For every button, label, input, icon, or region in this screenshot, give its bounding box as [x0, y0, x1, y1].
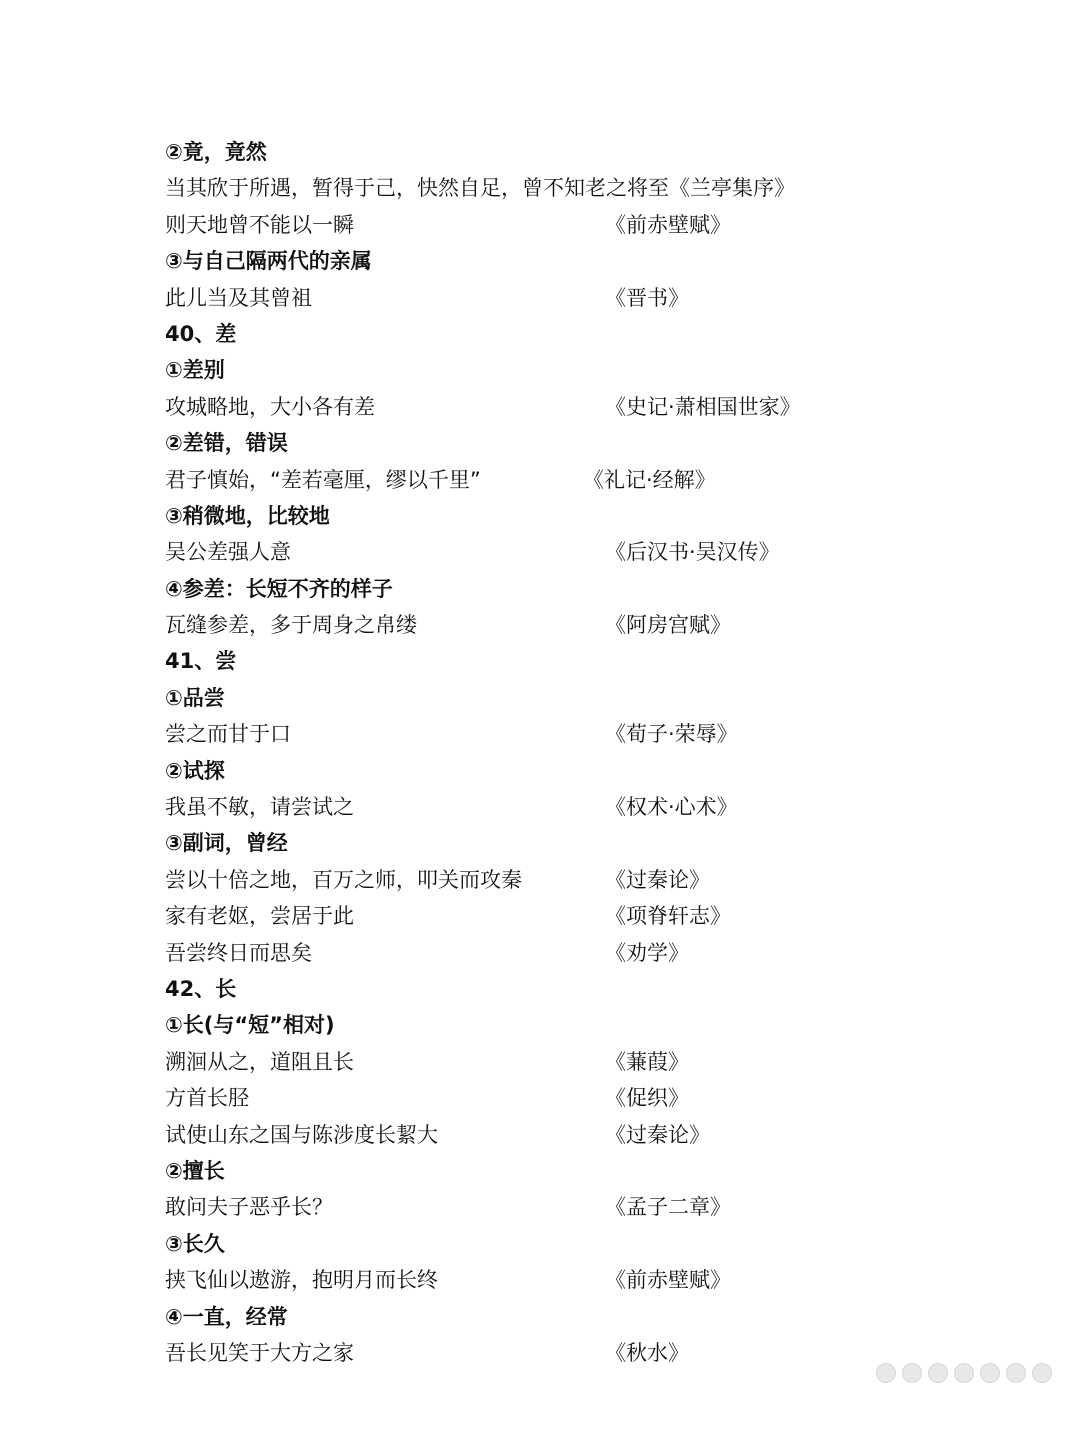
- section-heading: [165, 1153, 1045, 1189]
- heading-text: ②试探: [165, 758, 225, 783]
- section-heading: [165, 1299, 1045, 1335]
- example-text: 试使山东之国与陈涉度长絜大: [165, 1122, 438, 1147]
- source-title: 《荀子·荣辱》: [605, 722, 738, 747]
- section-heading: [165, 680, 1045, 716]
- section-heading: [165, 352, 1045, 388]
- section-heading: [165, 498, 1045, 534]
- example-entry: [165, 389, 1045, 425]
- example-text: 挟飞仙以遨游，抱明月而长终: [165, 1268, 438, 1293]
- watermark-dot: [980, 1363, 1000, 1383]
- example-text: 攻城略地，大小各有差: [165, 394, 375, 419]
- heading-text: ③稍微地，比较地: [165, 503, 330, 528]
- example-text: 我虽不敏，请尝试之: [165, 795, 354, 820]
- section-heading: [165, 243, 1045, 279]
- heading-text: ①品尝: [165, 685, 225, 710]
- heading-text: ①长(与“短”相对): [165, 1013, 335, 1038]
- heading-text: ②竟，竟然: [165, 140, 267, 164]
- section-heading: [165, 753, 1045, 789]
- example-text: 瓦缝参差，多于周身之帛缕: [165, 613, 417, 638]
- example-entry: [165, 1189, 1045, 1225]
- example-text: 吴公差强人意: [165, 540, 291, 565]
- watermark-dot: [902, 1363, 922, 1383]
- section-heading: [165, 825, 1045, 861]
- section-heading: [165, 316, 1045, 352]
- watermark-dot: [1032, 1363, 1052, 1383]
- heading-text: ④参差：长短不齐的样子: [165, 576, 393, 601]
- example-text: 方首长胫: [165, 1086, 249, 1111]
- example-text: 君子慎始，“差若毫厘，缪以千里”: [165, 467, 481, 492]
- example-text: 溯洄从之，道阻且长: [165, 1049, 354, 1074]
- example-entry: [165, 1044, 1045, 1080]
- example-entry: [165, 534, 1045, 570]
- section-heading: [165, 1007, 1045, 1043]
- example-entry: [165, 462, 1045, 498]
- example-entry: [165, 716, 1045, 752]
- source-title: 《兰亭集序》: [669, 176, 795, 201]
- section-heading: [165, 134, 1045, 170]
- example-text: 吾尝终日而思矣: [165, 940, 312, 965]
- section-heading: [165, 643, 1045, 679]
- heading-text: 42、长: [165, 976, 237, 1001]
- watermark: [876, 1363, 1052, 1383]
- source-title: 《礼记·经解》: [583, 467, 716, 492]
- watermark-dot: [876, 1363, 896, 1383]
- example-text: 吾长见笑于大方之家: [165, 1340, 354, 1365]
- example-text: 尝以十倍之地，百万之师，叩关而攻秦: [165, 867, 522, 892]
- source-title: 《晋书》: [605, 285, 689, 310]
- example-entry: [165, 607, 1045, 643]
- example-entry: [165, 1117, 1045, 1153]
- source-title: 《项脊轩志》: [605, 904, 731, 929]
- source-title: 《前赤壁赋》: [605, 212, 731, 237]
- heading-text: ②擅长: [165, 1158, 225, 1183]
- example-entry: [165, 898, 1045, 934]
- source-title: 《史记·萧相国世家》: [605, 394, 801, 419]
- section-heading: [165, 1226, 1045, 1262]
- example-entry: [165, 1080, 1045, 1116]
- example-text: 则天地曾不能以一瞬: [165, 212, 354, 237]
- example-text: 当其欣于所遇，暂得于己，快然自足，曾不知老之将至: [165, 176, 669, 201]
- example-entry: [165, 862, 1045, 898]
- example-entry: [165, 280, 1045, 316]
- source-title: 《阿房宫赋》: [605, 613, 731, 638]
- source-title: 《蒹葭》: [605, 1049, 689, 1074]
- heading-text: 40、差: [165, 321, 237, 346]
- source-title: 《秋水》: [605, 1340, 689, 1365]
- source-title: 《过秦论》: [605, 1122, 710, 1147]
- heading-text: ③长久: [165, 1231, 225, 1256]
- section-heading: [165, 425, 1045, 461]
- example-entry: [165, 935, 1045, 971]
- heading-text: ③与自己隔两代的亲属: [165, 249, 372, 274]
- section-heading: [165, 971, 1045, 1007]
- example-text: 家有老妪，尝居于此: [165, 904, 354, 929]
- watermark-dot: [928, 1363, 948, 1383]
- watermark-dot: [1006, 1363, 1026, 1383]
- heading-text: ②差错，错误: [165, 431, 288, 456]
- heading-text: ①差别: [165, 358, 225, 383]
- example-entry: [165, 207, 1045, 243]
- example-entry: [165, 1262, 1045, 1298]
- watermark-dot: [954, 1363, 974, 1383]
- example-text: 此儿当及其曾祖: [165, 285, 312, 310]
- source-title: 《促织》: [605, 1086, 689, 1111]
- example-entry: [165, 170, 1045, 206]
- source-title: 《过秦论》: [605, 867, 710, 892]
- heading-text: ③副词，曾经: [165, 831, 288, 856]
- heading-text: 41、尝: [165, 649, 237, 674]
- source-title: 《后汉书·吴汉传》: [605, 540, 780, 565]
- source-title: 《前赤壁赋》: [605, 1268, 731, 1293]
- source-title: 《孟子二章》: [605, 1195, 731, 1220]
- example-text: 尝之而甘于口: [165, 722, 291, 747]
- heading-text: ④一直，经常: [165, 1304, 288, 1329]
- document-body: [165, 134, 1045, 1371]
- source-title: 《权术·心术》: [605, 795, 738, 820]
- example-entry: [165, 789, 1045, 825]
- source-title: 《劝学》: [605, 940, 689, 965]
- section-heading: [165, 571, 1045, 607]
- example-text: 敢问夫子恶乎长？: [165, 1195, 333, 1220]
